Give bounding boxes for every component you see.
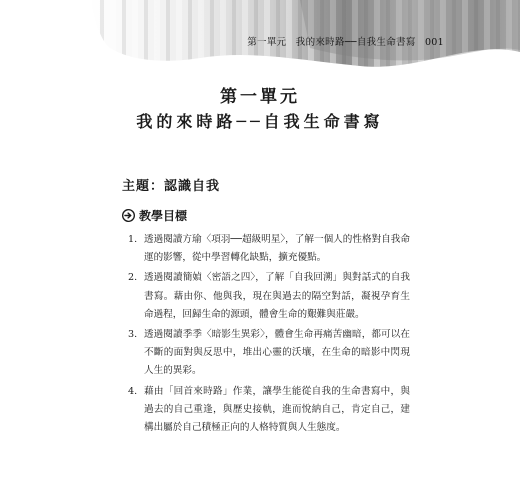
unit-title: 第一單元 <box>220 87 300 107</box>
list-item <box>128 383 410 438</box>
section-title: 教學目標 <box>139 209 188 223</box>
item-number: 3. <box>128 329 138 341</box>
item-number: 2. <box>128 272 138 284</box>
item-number: 1. <box>128 234 138 245</box>
header-page-number: 001 <box>424 37 444 48</box>
circled-arrow-icon <box>122 209 135 222</box>
list-item <box>128 326 410 381</box>
header-chapter: 我的來時路──自我生命書寫 <box>295 37 416 48</box>
item-text: 透過閱讀季季〈暗影生異彩〉，體會生命再痛苦幽暗，都可以在不斷的面對與反思中，堆出心靈的沃壤，在生命的暗影中閃現人生的異彩。 <box>144 329 410 377</box>
item-text: 藉由「回首來時路」作業，讓學生能從自我的生命書寫中，與過去的自己重逢，與歷史接軌，進而悅納自己，肯定自己，建構出屬於自己積極正向的人格特質與人生態度。 <box>144 385 410 434</box>
chapter-title: 我的來時路──自我生命書寫 <box>136 112 384 131</box>
item-number: 4. <box>128 385 138 397</box>
item-text: 透過閱讀簡媜〈密語之四〉，了解「自我回溯」與對話式的自我書寫。藉由你、他與我，現在與過去的隔空對話，凝視孕育生命過程，回歸生命的源頭，體會生命的艱難與莊嚴。 <box>144 272 410 320</box>
section-heading <box>122 207 187 224</box>
list-item <box>128 231 410 267</box>
list-item <box>128 269 410 324</box>
running-header <box>0 34 444 48</box>
topic-heading: 主題：認識自我 <box>122 179 221 194</box>
item-text: 透過閱讀方瑜〈項羽──超級明星〉，了解一個人的性格對自我命運的影響，從中學習轉化缺點，擴充優點。 <box>144 234 410 264</box>
objectives-list <box>128 231 410 439</box>
header-unit: 第一單元 <box>247 37 287 48</box>
